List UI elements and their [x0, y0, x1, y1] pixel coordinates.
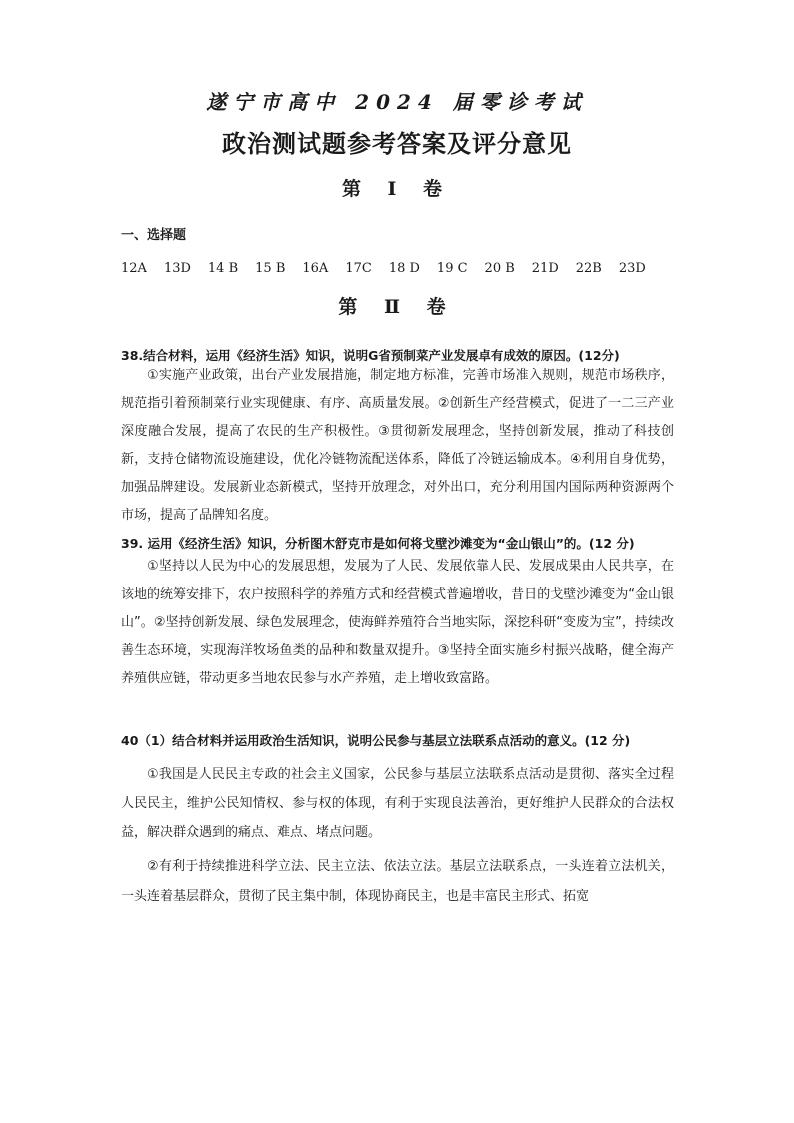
- answer-item: 22B: [575, 261, 602, 276]
- question-40-title: 40（1）结合材料并运用政治生活知识，说明公民参与基层立法联系点活动的意义。(12 分): [121, 733, 631, 748]
- answer-item: 19 C: [436, 261, 468, 276]
- answer-item: 13D: [163, 261, 191, 276]
- answer-item: 20 B: [484, 261, 515, 276]
- answer-item: 17C: [345, 261, 372, 276]
- answer-item: 12A: [121, 261, 147, 276]
- part-one-title: 第 Ⅰ 卷: [341, 178, 453, 200]
- question-38-answer: ①实施产业政策，出台产业发展措施，制定地方标准，完善市场准入规则，规范市场秩序，规范指引着预制菜行业实现健康、有序、高质量发展。②创新生产经营模式，促进了一二三产业深度融合发展，提高了农民的生产积极性。③贯彻新发展理念，坚持创新发展，推动了科技创新，支持仓储物流设施建设，优化冷链物流配送体系，降低了冷链运输成本。④利用自身优势，加强品牌建设。发展新业态新模式，坚持开放理念，对外出口，充分利用国内国际两种资源两个市场，提高了品牌知名度。: [121, 368, 674, 523]
- multiple-choice-answers: [121, 261, 663, 276]
- school-exam-heading: 遂宁市高中 2024 届零诊考试: [206, 90, 588, 114]
- answer-item: 16A: [302, 261, 329, 276]
- part-two-title: 第 Ⅱ 卷: [338, 296, 456, 318]
- question-40-answer-point-1: ①我国是人民民主专政的社会主义国家，公民参与基层立法联系点活动是贯彻、落实全过程人民民主，维护公民知情权、参与权的体现，有利于实现良法善治，更好维护人民群众的合法权益，解决群众遇到的痛点、难点、堵点问题。: [121, 767, 674, 840]
- question-38-title: 38.结合材料，运用《经济生活》知识，说明G省预制菜产业发展卓有成效的原因。(12分): [121, 348, 620, 363]
- document-title: 政治测试题参考答案及评分意见: [222, 130, 572, 158]
- question-39-title: 39. 运用《经济生活》知识，分析图木舒克市是如何将戈壁沙滩变为“金山银山”的。(12 分): [121, 536, 635, 551]
- answer-item: 15 B: [255, 261, 286, 276]
- question-39-answer: ①坚持以人民为中心的发展思想，发展为了人民、发展依靠人民、发展成果由人民共享，在该地的统筹安排下，农户按照科学的养殖方式和经营模式普遍增收，昔日的戈壁沙滩变为“金山银山”。②坚持创新发展、绿色发展理念，使海鲜养殖符合当地实际，深挖科研“变废为宝”，持续改善生态环境，实现海洋牧场鱼类的品种和数量双提升。③坚持全面实施乡村振兴战略，健全海产养殖供应链，带动更多当地农民参与水产养殖，走上增收致富路。: [121, 559, 674, 686]
- answer-item: 21D: [531, 261, 559, 276]
- answer-item: 14 B: [207, 261, 239, 276]
- answer-item: 18 D: [388, 261, 420, 276]
- question-40-answer-point-2: ②有利于持续推进科学立法、民主立法、依法立法。基层立法联系点，一头连着立法机关，一头连着基层群众，贯彻了民主集中制，体现协商民主，也是丰富民主形式、拓宽: [121, 859, 674, 904]
- multiple-choice-section-label: 一、选择题: [121, 228, 187, 243]
- answer-item: 23D: [618, 261, 646, 276]
